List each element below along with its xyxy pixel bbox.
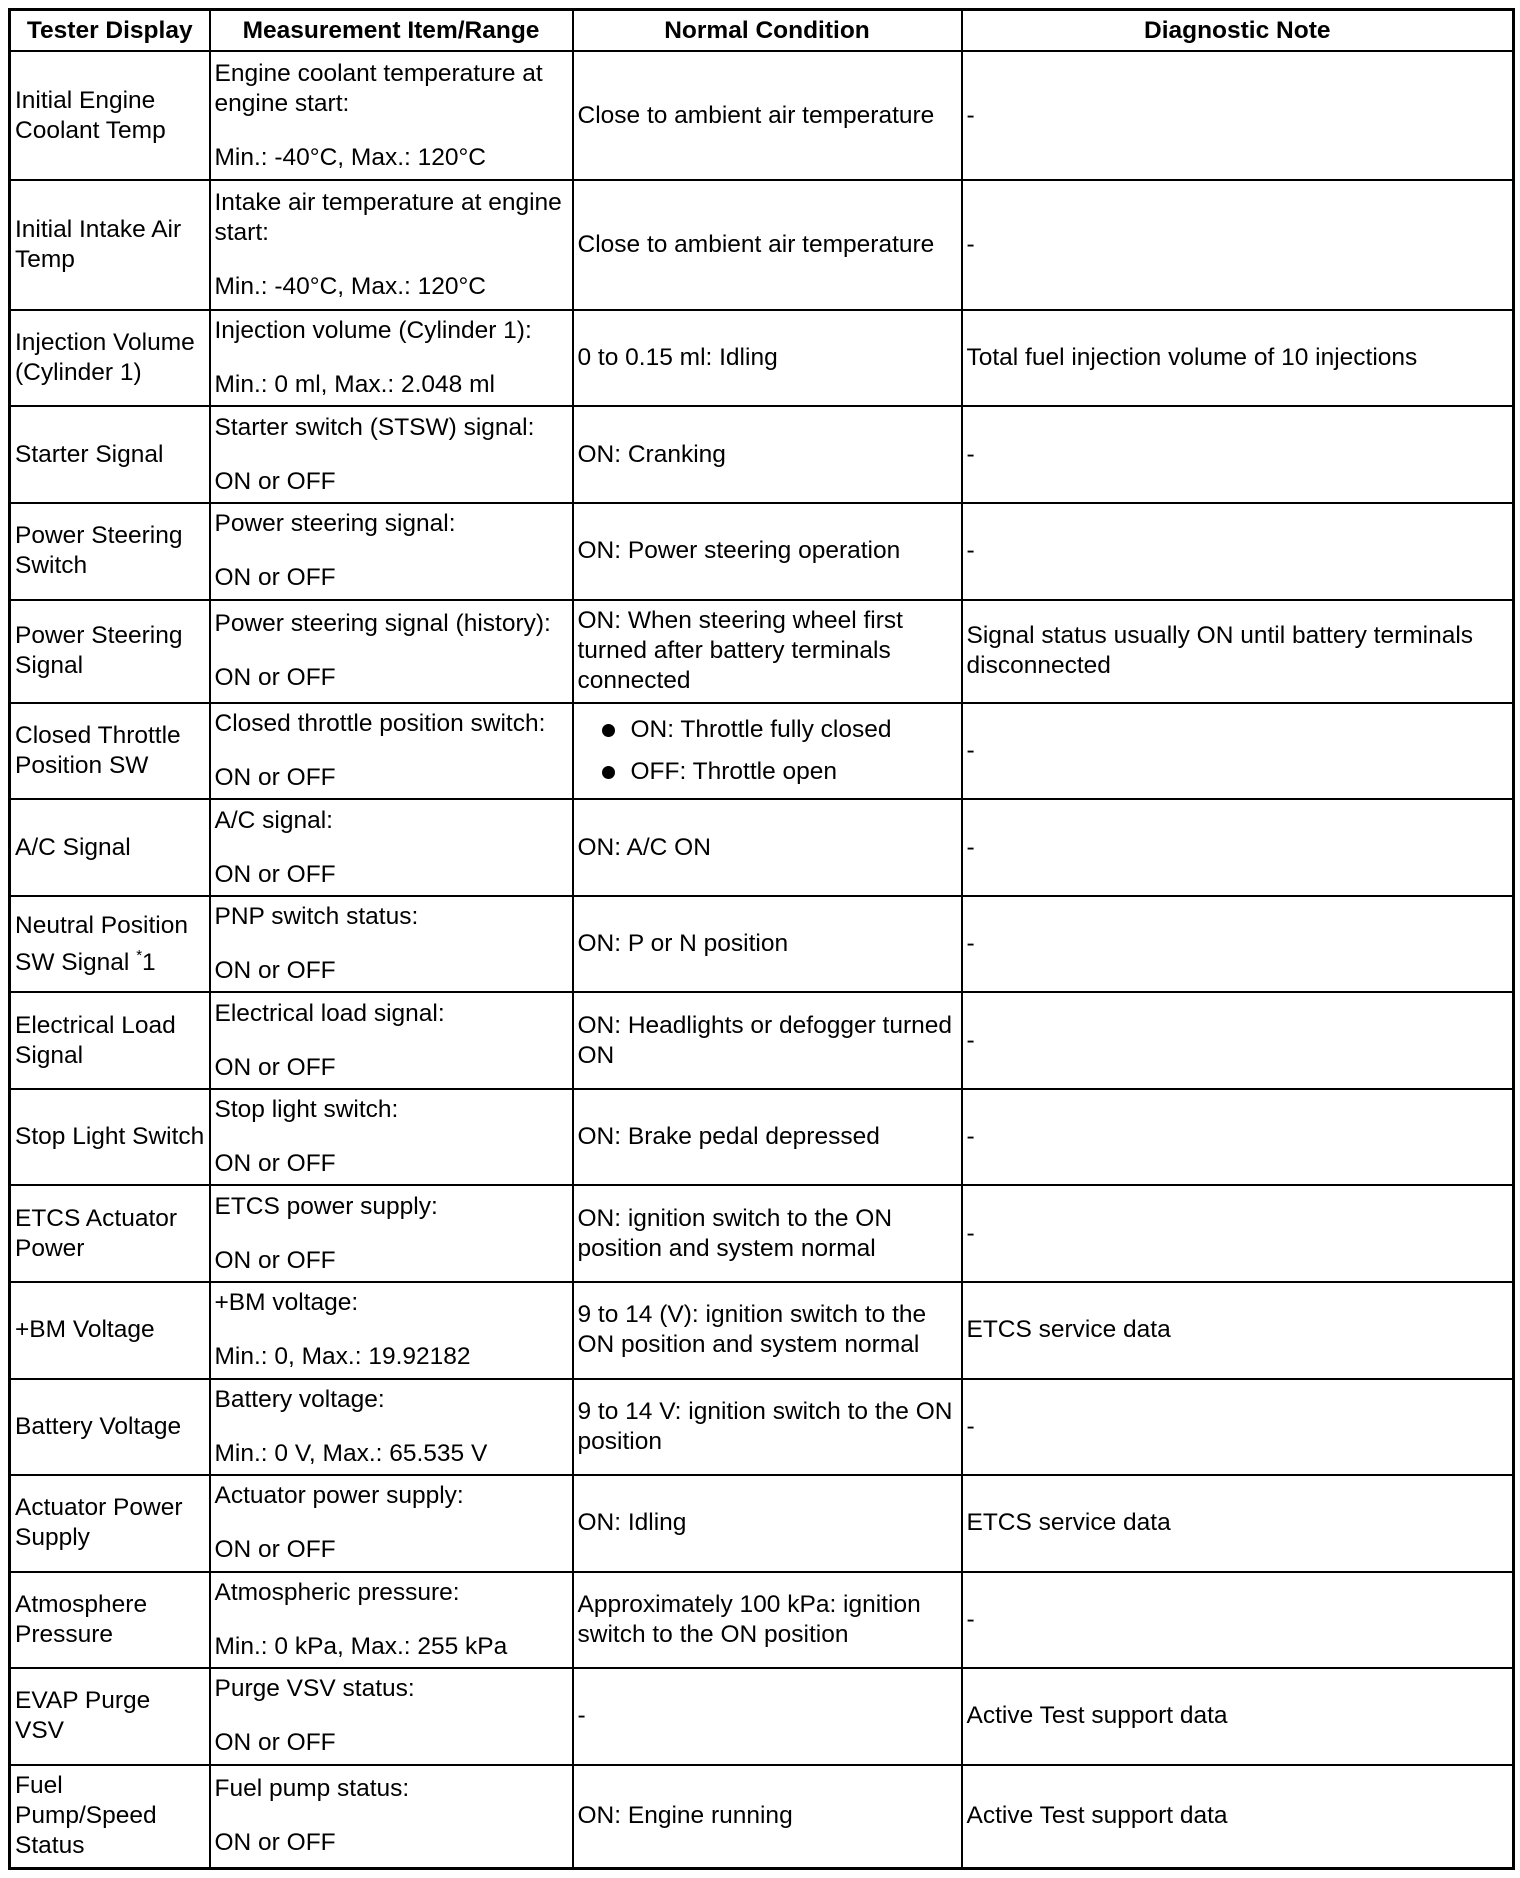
measurement-item: Closed throttle position switch:	[214, 709, 546, 737]
measurement-cell	[210, 1379, 573, 1476]
normal-condition-cell	[573, 1089, 962, 1186]
measurement-item: Stop light switch:	[214, 1096, 399, 1124]
measurement-range: ON or OFF	[214, 467, 336, 495]
normal-condition-text: 0 to 0.15 ml: Idling	[577, 344, 778, 372]
measurement-range: ON or OFF	[214, 860, 336, 888]
tester-display-cell	[10, 51, 210, 180]
diagnostic-note-cell	[962, 1089, 1514, 1186]
measurement-cell	[210, 1572, 573, 1669]
tester-display-label: Initial Intake Air Temp	[15, 216, 182, 274]
table-row	[10, 799, 1514, 896]
measurement-cell	[210, 406, 573, 503]
measurement-cell	[210, 1282, 573, 1379]
normal-condition-text: ON: Idling	[577, 1509, 687, 1537]
tester-display-label: ETCS Actuator Power	[15, 1204, 178, 1262]
measurement-spacer	[215, 1222, 568, 1246]
tester-display-label: Actuator Power Supply	[15, 1494, 183, 1552]
measurement-cell	[210, 1475, 573, 1572]
measurement-spacer	[215, 1125, 568, 1149]
measurement-range: ON or OFF	[214, 763, 336, 791]
measurement-item: +BM voltage:	[214, 1289, 359, 1317]
tester-display-label: +BM Voltage	[15, 1316, 155, 1344]
diagnostic-note-text: -	[966, 930, 975, 958]
table-row	[10, 1765, 1514, 1869]
measurement-item: Fuel pump status:	[214, 1775, 410, 1803]
measurement-spacer	[215, 1415, 568, 1439]
measurement-item: Actuator power supply:	[214, 1482, 464, 1510]
diagnostic-note-text: Active Test support data	[966, 1802, 1228, 1830]
header-normal-condition: Normal Condition	[573, 10, 962, 52]
normal-condition-cell	[573, 1379, 962, 1476]
measurement-cell	[210, 180, 573, 309]
measurement-spacer	[215, 443, 568, 467]
tester-display-label: Fuel Pump/Speed Status	[15, 1772, 157, 1860]
tester-display-label: Starter Signal	[15, 440, 164, 468]
tester-display-cell	[10, 503, 210, 600]
measurement-item: PNP switch status:	[214, 903, 419, 931]
measurement-item: Power steering signal:	[214, 510, 456, 538]
measurement-spacer	[215, 739, 568, 763]
tester-display-cell	[10, 1765, 210, 1869]
table-row	[10, 1668, 1514, 1765]
tester-display-cell	[10, 992, 210, 1089]
measurement-item: A/C signal:	[214, 806, 333, 834]
list-item-text: OFF: Throttle open	[630, 757, 838, 785]
tester-display-label: Injection Volume (Cylinder 1)	[15, 329, 195, 387]
normal-condition-text: ON: A/C ON	[577, 833, 711, 861]
measurement-cell	[210, 1089, 573, 1186]
normal-condition-text: ON: When steering wheel first turned after battery terminals connected	[577, 607, 903, 695]
table-row	[10, 600, 1514, 703]
diagnostic-note-cell	[962, 1765, 1514, 1869]
measurement-spacer	[215, 1511, 568, 1535]
footnote-number: 1	[142, 948, 156, 976]
footnote-marker: *	[136, 946, 143, 964]
tester-display-label: Power Steering Switch	[15, 522, 183, 580]
diagnostic-note-cell	[962, 896, 1514, 993]
measurement-spacer	[215, 1704, 568, 1728]
measurement-item: Atmospheric pressure:	[214, 1578, 460, 1606]
normal-condition-text: ON: Engine running	[577, 1802, 793, 1830]
measurement-range: ON or OFF	[214, 1246, 336, 1274]
list-item	[578, 757, 957, 787]
diagnostic-note-cell	[962, 1282, 1514, 1379]
tester-display-label: Battery Voltage	[15, 1412, 182, 1440]
table-row	[10, 703, 1514, 800]
measurement-item: Starter switch (STSW) signal:	[214, 413, 535, 441]
measurement-cell	[210, 703, 573, 800]
measurement-range: ON or OFF	[214, 1536, 336, 1564]
normal-condition-cell	[573, 1765, 962, 1869]
tester-display-label: Electrical Load Signal	[15, 1011, 176, 1069]
table-row	[10, 896, 1514, 993]
measurement-range: ON or OFF	[214, 1150, 336, 1178]
measurement-spacer	[215, 1318, 568, 1342]
diagnostic-note-cell	[962, 51, 1514, 180]
diagnostic-note-text: -	[966, 101, 975, 129]
diagnostic-note-text: -	[966, 736, 975, 764]
diagnostic-note-text: -	[966, 1219, 975, 1247]
measurement-spacer	[215, 119, 568, 143]
measurement-cell	[210, 503, 573, 600]
diagnostic-note-text: -	[966, 440, 975, 468]
diagnostic-note-cell	[962, 992, 1514, 1089]
measurement-spacer	[215, 836, 568, 860]
tester-display-cell	[10, 1282, 210, 1379]
table-row	[10, 180, 1514, 309]
diagnostic-note-text: -	[966, 537, 975, 565]
tester-display-cell	[10, 600, 210, 703]
measurement-range: ON or OFF	[214, 664, 336, 692]
measurement-spacer	[215, 1029, 568, 1053]
measurement-spacer	[215, 248, 568, 272]
tester-display-cell	[10, 310, 210, 407]
tester-display-cell	[10, 1379, 210, 1476]
measurement-item: Engine coolant temperature at engine start:	[214, 59, 543, 117]
header-diagnostic-note: Diagnostic Note	[962, 10, 1514, 52]
measurement-range: Min.: 0, Max.: 19.92182	[214, 1343, 471, 1371]
normal-condition-text: ON: Power steering operation	[577, 537, 901, 565]
normal-condition-cell	[573, 1475, 962, 1572]
measurement-range: ON or OFF	[214, 564, 336, 592]
tester-display-label: Initial Engine Coolant Temp	[15, 86, 166, 144]
measurement-item: Electrical load signal:	[214, 999, 445, 1027]
diagnostic-note-text: -	[966, 833, 975, 861]
table-row	[10, 1089, 1514, 1186]
measurement-item: ETCS power supply:	[214, 1192, 438, 1220]
list-item	[578, 715, 957, 745]
measurement-range: ON or OFF	[214, 1053, 336, 1081]
diagnostic-note-cell	[962, 1572, 1514, 1669]
measurement-range: Min.: 0 V, Max.: 65.535 V	[214, 1439, 488, 1467]
normal-condition-cell	[573, 1185, 962, 1282]
tester-display-cell	[10, 180, 210, 309]
tester-display-cell	[10, 1475, 210, 1572]
measurement-spacer	[215, 1804, 568, 1828]
normal-condition-cell	[573, 992, 962, 1089]
tester-display-cell	[10, 799, 210, 896]
diagnostic-note-cell	[962, 1668, 1514, 1765]
measurement-cell	[210, 600, 573, 703]
diagnostic-note-cell	[962, 799, 1514, 896]
diagnostic-note-cell	[962, 406, 1514, 503]
measurement-cell	[210, 992, 573, 1089]
tester-display-label: A/C Signal	[15, 833, 131, 861]
normal-condition-cell	[573, 406, 962, 503]
measurement-cell	[210, 310, 573, 407]
table-row	[10, 1185, 1514, 1282]
diagnostic-note-text: ETCS service data	[966, 1316, 1171, 1344]
normal-condition-text: ON: ignition switch to the ON position and system normal	[577, 1204, 893, 1262]
table-row	[10, 51, 1514, 180]
diagnostic-note-text: -	[966, 1605, 975, 1633]
measurement-spacer	[215, 932, 568, 956]
measurement-cell	[210, 1668, 573, 1765]
table-row	[10, 992, 1514, 1089]
normal-condition-cell	[573, 503, 962, 600]
measurement-range: Min.: 0 kPa, Max.: 255 kPa	[214, 1632, 508, 1660]
table-row	[10, 1572, 1514, 1669]
normal-condition-text: ON: Headlights or defogger turned ON	[577, 1011, 953, 1069]
header-measurement-item: Measurement Item/Range	[210, 10, 573, 52]
measurement-cell	[210, 799, 573, 896]
tester-display-label: Closed Throttle Position SW	[15, 721, 181, 779]
measurement-cell	[210, 1765, 573, 1869]
table-row	[10, 1475, 1514, 1572]
normal-condition-text: Close to ambient air temperature	[577, 231, 935, 259]
diagnostic-note-cell	[962, 1185, 1514, 1282]
normal-condition-text: Close to ambient air temperature	[577, 101, 935, 129]
header-tester-display: Tester Display	[10, 10, 210, 52]
tester-display-cell	[10, 703, 210, 800]
tester-display-cell	[10, 1572, 210, 1669]
tester-display-label: Atmosphere Pressure	[15, 1590, 148, 1648]
normal-condition-text: -	[577, 1702, 586, 1730]
normal-condition-cell	[573, 896, 962, 993]
measurement-item: Intake air temperature at engine start:	[214, 189, 562, 247]
measurement-spacer	[215, 1608, 568, 1632]
tester-display-cell	[10, 1089, 210, 1186]
normal-condition-cell	[573, 703, 962, 800]
measurement-cell	[210, 896, 573, 993]
measurement-range: Min.: 0 ml, Max.: 2.048 ml	[214, 371, 495, 399]
normal-condition-cell	[573, 310, 962, 407]
measurement-spacer	[215, 346, 568, 370]
diagnostic-note-cell	[962, 703, 1514, 800]
measurement-range: ON or OFF	[214, 1829, 336, 1857]
bullet-icon	[602, 724, 615, 737]
normal-condition-cell	[573, 1282, 962, 1379]
diagnostic-note-text: ETCS service data	[966, 1509, 1171, 1537]
normal-condition-cell	[573, 1572, 962, 1669]
diagnostic-note-cell	[962, 310, 1514, 407]
list-item-text: ON: Throttle fully closed	[630, 715, 892, 743]
table-row	[10, 406, 1514, 503]
measurement-range: ON or OFF	[214, 957, 336, 985]
measurement-spacer	[215, 539, 568, 563]
normal-condition-cell	[573, 51, 962, 180]
normal-condition-cell	[573, 600, 962, 703]
measurement-item: Battery voltage:	[214, 1385, 385, 1413]
diagnostic-note-text: -	[966, 1026, 975, 1054]
header-row	[10, 10, 1514, 52]
measurement-cell	[210, 51, 573, 180]
measurement-range: ON or OFF	[214, 1729, 336, 1757]
normal-condition-text: 9 to 14 (V): ignition switch to the ON position and system normal	[577, 1301, 927, 1359]
tester-display-cell	[10, 896, 210, 993]
diagnostic-note-cell	[962, 600, 1514, 703]
measurement-item: Purge VSV status:	[214, 1675, 415, 1703]
measurement-item: Power steering signal (history):	[214, 610, 551, 638]
measurement-spacer	[215, 639, 568, 663]
tester-display-label: Power Steering Signal	[15, 622, 183, 680]
normal-condition-cell	[573, 799, 962, 896]
normal-condition-text: ON: Cranking	[577, 440, 726, 468]
diagnostic-note-text: Active Test support data	[966, 1702, 1228, 1730]
diagnostic-note-cell	[962, 503, 1514, 600]
measurement-range: Min.: -40°C, Max.: 120°C	[214, 143, 486, 171]
measurement-item: Injection volume (Cylinder 1):	[214, 317, 532, 345]
diagnostic-note-cell	[962, 1379, 1514, 1476]
table-row	[10, 1379, 1514, 1476]
tester-display-cell	[10, 406, 210, 503]
table-row	[10, 1282, 1514, 1379]
normal-condition-text: ON: Brake pedal depressed	[577, 1123, 880, 1151]
diagnostic-note-text: -	[966, 231, 975, 259]
table-row	[10, 503, 1514, 600]
data-list-table	[8, 8, 1515, 1870]
normal-condition-text: 9 to 14 V: ignition switch to the ON position	[577, 1397, 953, 1455]
normal-condition-text: ON: P or N position	[577, 930, 789, 958]
table-row	[10, 310, 1514, 407]
measurement-cell	[210, 1185, 573, 1282]
normal-condition-text: Approximately 100 kPa: ignition switch to the ON position	[577, 1590, 921, 1648]
diagnostic-note-cell	[962, 180, 1514, 309]
normal-condition-cell	[573, 1668, 962, 1765]
diagnostic-note-text: -	[966, 1123, 975, 1151]
tester-display-label: Stop Light Switch	[15, 1123, 205, 1151]
diagnostic-note-text: Signal status usually ON until battery terminals disconnected	[966, 622, 1474, 680]
diagnostic-note-text: -	[966, 1412, 975, 1440]
tester-display-label: EVAP Purge VSV	[15, 1687, 151, 1745]
measurement-range: Min.: -40°C, Max.: 120°C	[214, 273, 486, 301]
tester-display-label: Neutral Position SW Signal	[15, 911, 188, 976]
diagnostic-note-text: Total fuel injection volume of 10 injections	[966, 344, 1418, 372]
diagnostic-note-cell	[962, 1475, 1514, 1572]
tester-display-cell	[10, 1185, 210, 1282]
bullet-icon	[602, 766, 615, 779]
normal-condition-list	[578, 715, 957, 787]
normal-condition-cell	[573, 180, 962, 309]
tester-display-cell	[10, 1668, 210, 1765]
